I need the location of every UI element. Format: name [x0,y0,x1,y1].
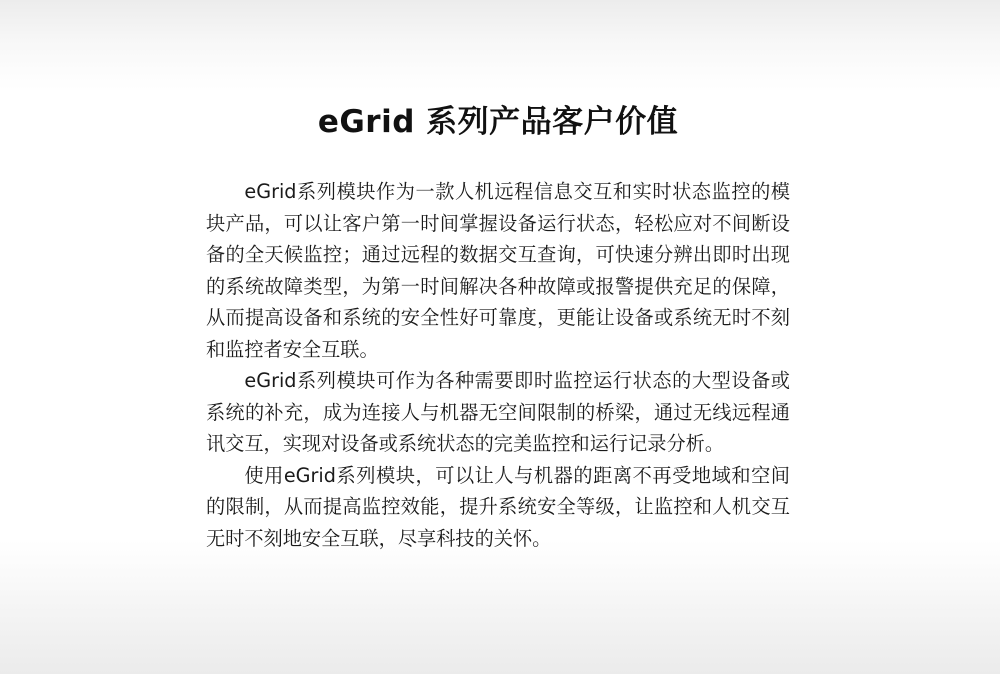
page-title: eGrid 系列产品客户价值 [317,104,679,140]
paragraph-3: 使用eGrid系列模块，可以让人与机器的距离不再受地域和空间的限制，从而提高监控效能，提升系统安全等级，让监控和人机交互无时不刻地安全互联，尽享科技的关怀。 [206,463,790,550]
paragraph-2: eGrid系列模块可作为各种需要即时监控运行状态的大型设备或系统的补充，成为连接人与机器无空间限制的桥梁，通过无线远程通讯交互，实现对设备或系统状态的完美监控和运行记录分析。 [206,369,790,455]
paragraph-1: eGrid系列模块作为一款人机远程信息交互和实时状态监控的模块产品，可以让客户第一时间掌握设备运行状态，轻松应对不间断设备的全天候监控；通过远程的数据交互查询，可快速分辨出即时出现的系统故障类型，为第一时间解决各种故障或报警提供充足的保障，从而提高设备和系统的安全性好可靠度，更能让设备或系统无时不刻和监控者安全互联。 [206,180,790,361]
document-body [206,100,790,554]
paragraph-list [206,176,790,554]
